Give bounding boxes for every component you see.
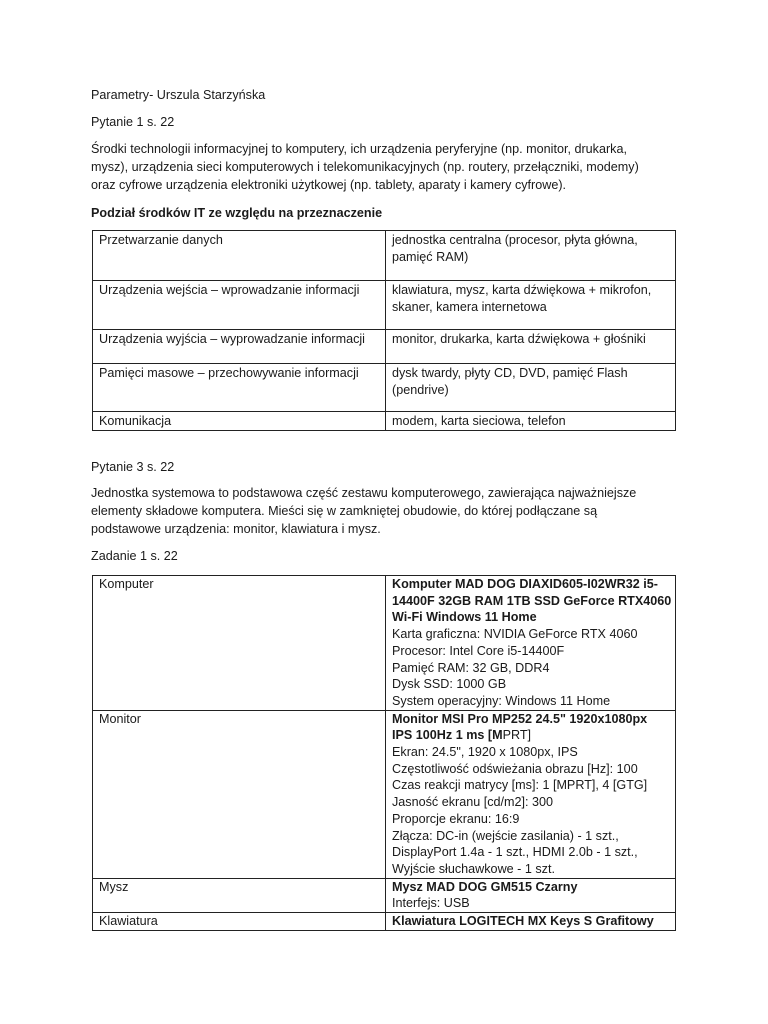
table-cell: Urządzenia wejścia – wprowadzanie informacji: [93, 281, 386, 330]
cell-line: klawiatura, mysz, karta dźwiękowa + mikrofon,: [392, 283, 652, 297]
spec-line: Dysk SSD: 1000 GB: [392, 677, 507, 692]
spec-line: Wyjście słuchawkowe - 1 szt.: [392, 861, 555, 876]
table-cell: [386, 710, 676, 878]
question-1-label: Pytanie 1 s. 22: [91, 115, 175, 129]
text-line: mysz), urządzenia sieci komputerowych i telekomunikacyjnych (np. routery, przełączniki, modemy): [91, 160, 639, 174]
table-row: [93, 710, 676, 878]
text-line: podstawowe urządzenia: monitor, klawiatura i mysz.: [91, 522, 381, 536]
table-cell: Przetwarzanie danych: [93, 231, 386, 281]
table-cell: [386, 231, 676, 281]
product-name-bold-part: IPS 100Hz 1 ms [M: [392, 728, 503, 743]
product-name-line: Monitor MSI Pro MP252 24.5" 1920x1080px: [392, 711, 648, 726]
table-cell: [386, 412, 676, 431]
table-cell: Komputer: [93, 576, 386, 711]
table-1-title: Podział środków IT ze względu na przeznaczenie: [91, 206, 383, 220]
product-name-line: Wi-Fi Windows 11 Home: [392, 610, 537, 625]
spec-line: Pamięć RAM: 32 GB, DDR4: [392, 660, 550, 675]
product-name-line: 14400F 32GB RAM 1TB SSD GeForce RTX4060: [392, 593, 672, 608]
table-cell: [386, 576, 676, 711]
table-row: [93, 364, 676, 412]
text-line: Środki technologii informacyjnej to komputery, ich urządzenia peryferyjne (np. monitor, drukarka,: [91, 142, 627, 156]
table-cell: Klawiatura: [93, 913, 386, 931]
spec-line: Złącza: DC-in (wejście zasilania) - 1 szt.,: [392, 828, 619, 843]
cell-line: monitor, drukarka, karta dźwiękowa + głośniki: [392, 332, 646, 346]
table-cell: [386, 364, 676, 412]
cell-line: modem, karta sieciowa, telefon: [392, 414, 566, 428]
table-row: [93, 330, 676, 364]
question-3-label: Pytanie 3 s. 22: [91, 460, 175, 474]
table-row: [93, 576, 676, 711]
table-row: [93, 913, 676, 931]
spec-line: Ekran: 24.5", 1920 x 1080px, IPS: [392, 745, 578, 760]
spec-line: Jasność ekranu [cd/m2]: 300: [392, 795, 554, 810]
document-heading: Parametry- Urszula Starzyńska: [91, 88, 266, 102]
product-name-line: Klawiatura LOGITECH MX Keys S Grafitowy: [392, 914, 654, 929]
table-cell: [386, 281, 676, 330]
table-row: [93, 281, 676, 330]
product-name-line: [392, 727, 675, 744]
table-cell: [386, 878, 676, 912]
table-cell: Urządzenia wyjścia – wyprowadzanie informacji: [93, 330, 386, 364]
text-line: oraz cyfrowe urządzenia elektroniki użytkowej (np. tablety, aparaty i kamery cyfrowe).: [91, 178, 567, 192]
spec-line: Interfejs: USB: [392, 896, 470, 911]
cell-line: pamięć RAM): [392, 249, 469, 264]
spec-line: Proporcje ekranu: 16:9: [392, 811, 520, 826]
table-cell: [386, 330, 676, 364]
computer-set-table: [92, 575, 676, 931]
spec-line: Czas reakcji matrycy [ms]: 1 [MPRT], 4 [GTG]: [392, 778, 648, 793]
spec-line: System operacyjny: Windows 11 Home: [392, 693, 611, 708]
question-3-answer: [91, 484, 691, 538]
spec-line: DisplayPort 1.4a - 1 szt., HDMI 2.0b - 1 szt.,: [392, 845, 638, 860]
question-1-answer: [91, 140, 691, 194]
cell-line: jednostka centralna (procesor, płyta główna,: [392, 233, 638, 247]
table-row: [93, 878, 676, 912]
task-1-label: Zadanie 1 s. 22: [91, 549, 178, 563]
it-resources-table: [92, 230, 676, 431]
cell-line: dysk twardy, płyty CD, DVD, pamięć Flash: [392, 366, 628, 380]
table-cell: Komunikacja: [93, 412, 386, 431]
table-row: [93, 231, 676, 281]
product-name-line: Komputer MAD DOG DIAXID605-I02WR32 i5-: [392, 577, 658, 591]
product-name-line: Mysz MAD DOG GM515 Czarny: [392, 879, 578, 894]
spec-line: Procesor: Intel Core i5-14400F: [392, 643, 565, 658]
text-line: elementy składowe komputera. Mieści się w zamkniętej obudowie, do której podłączane są: [91, 504, 598, 518]
table-cell: Mysz: [93, 878, 386, 912]
table-cell: Pamięci masowe – przechowywanie informacji: [93, 364, 386, 412]
table-cell: [386, 913, 676, 931]
spec-line: Karta graficzna: NVIDIA GeForce RTX 4060: [392, 627, 638, 642]
product-name-plain-part: PRT]: [502, 728, 532, 743]
text-line: Jednostka systemowa to podstawowa część zestawu komputerowego, zawierająca najważniejsze: [91, 486, 637, 500]
cell-line: skaner, kamera internetowa: [392, 299, 547, 314]
cell-line: (pendrive): [392, 382, 449, 397]
table-row: [93, 412, 676, 431]
table-cell: Monitor: [93, 710, 386, 878]
spec-line: Częstotliwość odświeżania obrazu [Hz]: 100: [392, 761, 638, 776]
